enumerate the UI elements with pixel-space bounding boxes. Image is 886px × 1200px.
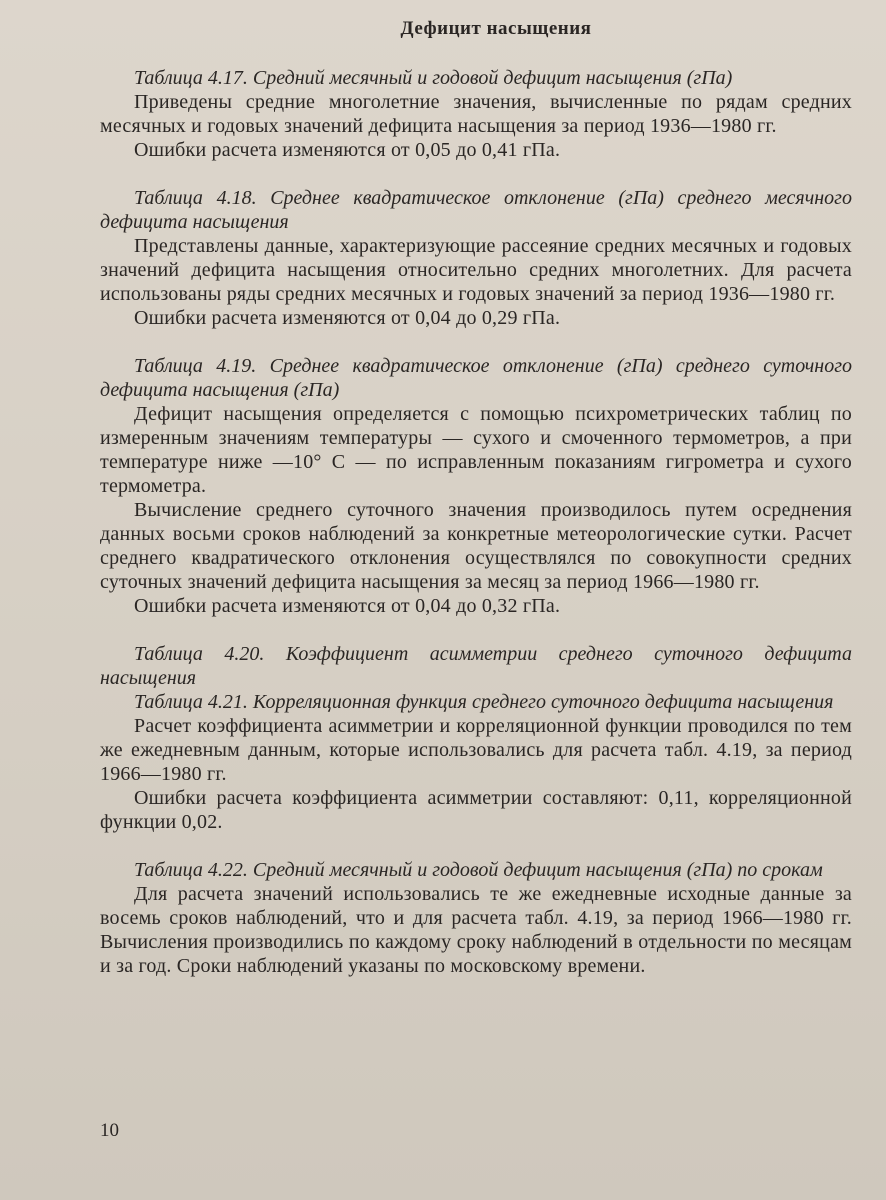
table-caption: Таблица 4.19. Среднее квадратическое отклонение (гПа) среднего суточного дефицита насыщения (гПа) [100, 355, 852, 401]
paragraph: Представлены данные, характеризующие рассеяние средних месячных и годовых значений дефицита насыщения относительно средних многолетних. Для расчета использованы ряды средних месячных и годовых значений за период 1936—1980 гг. [100, 235, 852, 305]
section-table-4-22 [100, 858, 852, 978]
table-caption: Таблица 4.20. Коэффициент асимметрии среднего суточного дефицита насыщения [100, 643, 852, 689]
paragraph: Расчет коэффициента асимметрии и корреляционной функции проводился по тем же ежедневным данным, которые использовались для расчета табл. 4.19, за период 1966—1980 гг. [100, 715, 852, 785]
section-table-4-18 [100, 186, 852, 330]
table-caption: Таблица 4.18. Среднее квадратическое отклонение (гПа) среднего месячного дефицита насыщения [100, 187, 852, 233]
section-table-4-17 [100, 66, 852, 162]
paragraph: Ошибки расчета изменяются от 0,05 до 0,41 гПа. [134, 139, 561, 161]
page-number: 10 [100, 1120, 119, 1141]
table-caption: Таблица 4.21. Корреляционная функция среднего суточного дефицита насыщения [134, 691, 834, 713]
section-table-4-20-4-21 [100, 642, 852, 834]
table-caption: Таблица 4.22. Средний месячный и годовой дефицит насыщения (гПа) по срокам [134, 859, 823, 881]
running-head: Дефицит насыщения [400, 18, 592, 39]
paragraph: Вычисление среднего суточного значения производилось путем осреднения данных восьми сроков наблюдений за конкретные метеорологические сутки. Расчет среднего квадратического отклонения осуществлялся по совокупности средних суточных значений дефицита насыщения за месяц за период 1966—1980 гг. [100, 499, 852, 593]
paragraph: Ошибки расчета коэффициента асимметрии составляют: 0,11, корреляционной функции 0,02. [100, 787, 852, 833]
text-column [100, 18, 852, 1002]
paragraph: Дефицит насыщения определяется с помощью психрометрических таблиц по измеренным значениям температуры — сухого и смоченного термометров, а при температуре ниже —10° С — по исправленным показаниям гигрометра и сухого термометра. [100, 403, 852, 497]
paragraph: Ошибки расчета изменяются от 0,04 до 0,29 гПа. [134, 307, 561, 329]
paragraph: Для расчета значений использовались те же ежедневные исходные данные за восемь сроков наблюдений, что и для расчета табл. 4.19, за период 1966—1980 гг. Вычисления производились по каждому сроку наблюдений в отдельности по месяцам и за год. Сроки наблюдений указаны по московскому времени. [100, 883, 852, 977]
section-table-4-19 [100, 354, 852, 618]
table-caption: Таблица 4.17. Средний месячный и годовой дефицит насыщения (гПа) [134, 67, 733, 89]
paragraph: Приведены средние многолетние значения, вычисленные по рядам средних месячных и годовых значений дефицита насыщения за период 1936—1980 гг. [100, 91, 852, 137]
paragraph: Ошибки расчета изменяются от 0,04 до 0,32 гПа. [134, 595, 561, 617]
